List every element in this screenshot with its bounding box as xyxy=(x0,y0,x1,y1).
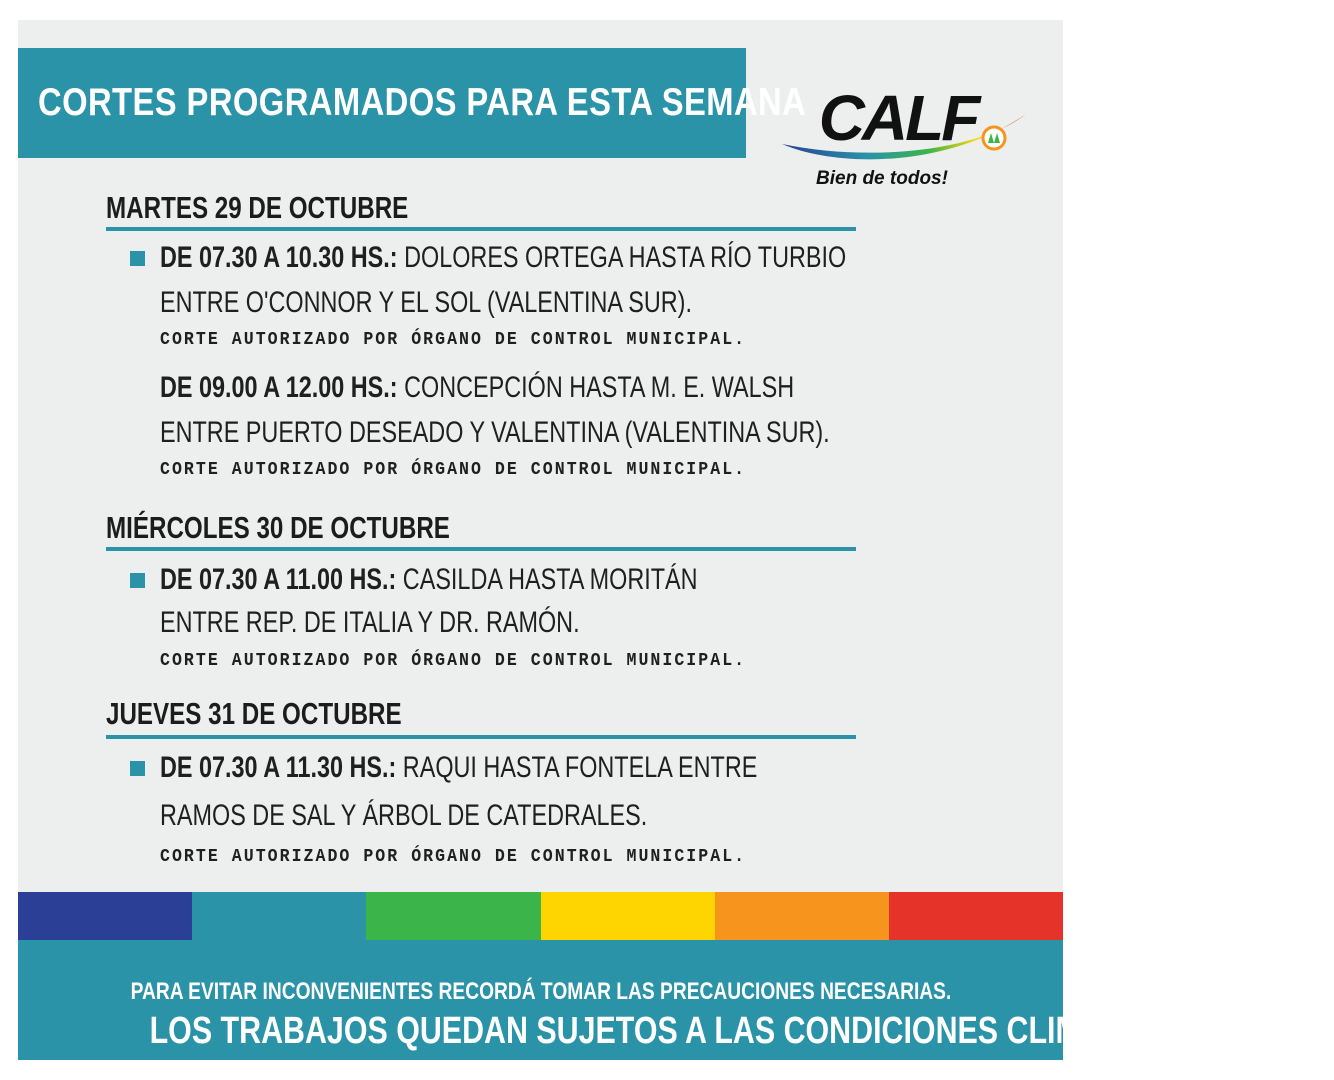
title-banner xyxy=(18,48,807,158)
authorization-note: CORTE AUTORIZADO POR ÓRGANO DE CONTROL MUNICIPAL. xyxy=(160,847,747,867)
schedule-line xyxy=(160,562,698,598)
stripe-yellow xyxy=(541,892,715,940)
logo-wordmark: CALF xyxy=(818,82,978,154)
authorization-note: CORTE AUTORIZADO POR ÓRGANO DE CONTROL MUNICIPAL. xyxy=(160,651,747,671)
logo-badge-icon xyxy=(983,127,1005,149)
day-heading xyxy=(106,190,494,226)
slogan: Bien de todos! xyxy=(816,168,948,189)
street-range: RAQUI HASTA FONTELA ENTRE xyxy=(402,751,758,784)
time-range: DE 07.30 A 11.30 HS.: xyxy=(160,751,397,784)
color-stripes xyxy=(18,892,1063,940)
schedule-detail: ENTRE O'CONNOR Y EL SOL (VALENTINA SUR). xyxy=(160,286,692,319)
stripe-orange xyxy=(715,892,889,940)
day-divider xyxy=(106,735,856,739)
footer-banner xyxy=(18,940,1203,1060)
stripe-green xyxy=(366,892,540,940)
footer-line-2: LOS TRABAJOS QUEDAN SUJETOS A LAS CONDICIONES CLIMÁTICAS. xyxy=(149,1010,1203,1052)
authorization-note: CORTE AUTORIZADO POR ÓRGANO DE CONTROL MUNICIPAL. xyxy=(160,460,747,480)
schedule-detail: RAMOS DE SAL Y ÁRBOL DE CATEDRALES. xyxy=(160,799,648,832)
stripe-red xyxy=(889,892,1063,940)
schedule-line xyxy=(160,750,757,786)
schedule-detail: ENTRE REP. DE ITALIA Y DR. RAMÓN. xyxy=(160,606,580,639)
street-range: DOLORES ORTEGA HASTA RÍO TURBIO xyxy=(404,241,847,274)
day-divider xyxy=(106,547,856,551)
day-heading xyxy=(106,696,485,732)
day-title: MARTES 29 DE OCTUBRE xyxy=(106,190,409,225)
stripe-blue xyxy=(18,892,192,940)
bullet-icon xyxy=(130,761,145,776)
bullet-icon xyxy=(130,573,145,588)
authorization-note: CORTE AUTORIZADO POR ÓRGANO DE CONTROL MUNICIPAL. xyxy=(160,330,747,350)
bullet-icon xyxy=(130,251,145,266)
schedule-detail: ENTRE PUERTO DESEADO Y VALENTINA (VALENTINA SUR). xyxy=(160,416,830,449)
day-divider xyxy=(106,227,856,231)
page-title: CORTES PROGRAMADOS PARA ESTA SEMANA xyxy=(38,81,807,124)
day-title: MIÉRCOLES 30 DE OCTUBRE xyxy=(106,510,450,545)
stripe-teal xyxy=(192,892,366,940)
schedule-line xyxy=(160,370,794,406)
street-range: CASILDA HASTA MORITÁN xyxy=(402,563,698,596)
footer-weather-notice xyxy=(18,1010,1203,1053)
calf-logo xyxy=(778,82,1028,212)
day-title: JUEVES 31 DE OCTUBRE xyxy=(106,696,402,731)
street-range: CONCEPCIÓN HASTA M. E. WALSH xyxy=(404,371,795,404)
day-heading xyxy=(106,510,547,546)
time-range: DE 07.30 A 10.30 HS.: xyxy=(160,241,398,274)
time-range: DE 09.00 A 12.00 HS.: xyxy=(160,371,398,404)
announcement-card xyxy=(18,20,1203,1060)
footer-precaution xyxy=(18,978,1063,1006)
footer-line-1: PARA EVITAR INCONVENIENTES RECORDÁ TOMAR LAS PRECAUCIONES NECESARIAS. xyxy=(130,978,951,1005)
time-range: DE 07.30 A 11.00 HS.: xyxy=(160,563,397,596)
schedule-line xyxy=(160,240,846,276)
